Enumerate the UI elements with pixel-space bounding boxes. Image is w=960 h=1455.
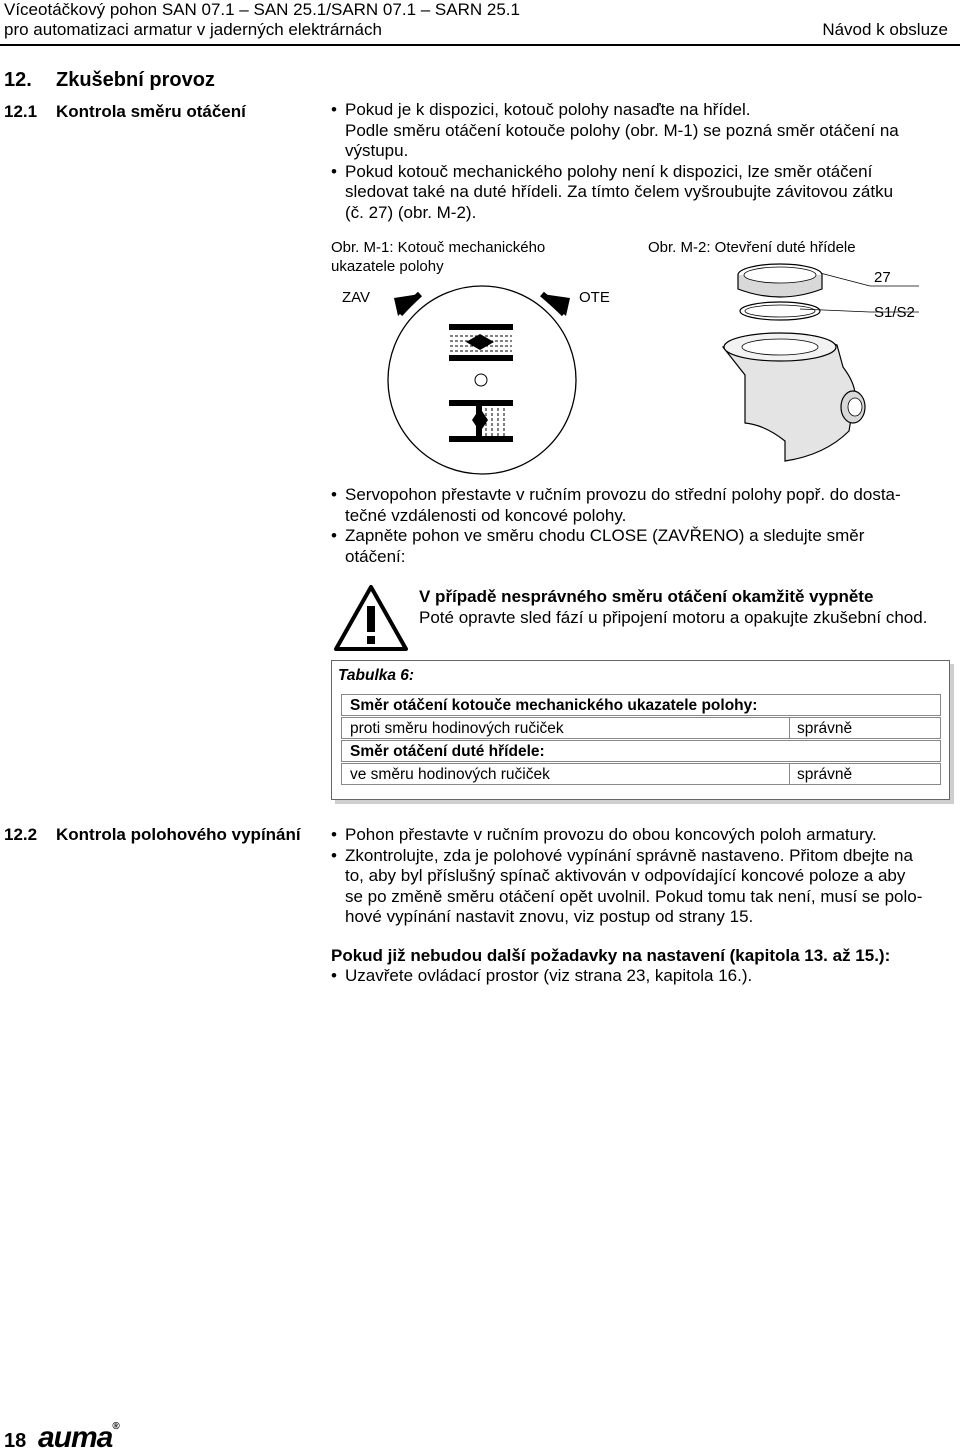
list-item: • Pohon přestavte v ručním provozu do obou koncových poloh armatury. <box>331 825 956 846</box>
hollow-shaft-figure <box>705 255 925 465</box>
figure-label-27: 27 <box>874 269 891 286</box>
header-title-line2: pro automatizaci armatur v jaderných elektrárnách <box>4 20 382 39</box>
figure-caption: Obr. M-1: Kotouč mechanického ukazatele polohy <box>331 239 546 275</box>
table-caption: Tabulka 6: <box>338 667 415 684</box>
warning-title: V případě nesprávného směru otáčení okamžitě vypněte <box>419 587 874 606</box>
note-bold: Pokud již nebudou další požadavky na nastavení (kapitola 13. až 15.): <box>331 946 891 965</box>
table-box <box>331 660 950 800</box>
header-title-line1: Víceotáčkový pohon SAN 07.1 – SAN 25.1/SARN 07.1 – SARN 25.1 <box>4 0 520 19</box>
figure-label-zav: ZAV <box>342 289 371 306</box>
section-title: Kontrola polohového vypínání <box>56 825 301 844</box>
warning-text: Poté opravte sled fází u připojení motoru a opakujte zkušební chod. <box>419 608 928 627</box>
warning-icon <box>333 584 409 652</box>
section-title: Kontrola směru otáčení <box>56 102 246 121</box>
page-number: 18 <box>4 1430 27 1452</box>
figure-label-s1s2: S1/S2 <box>874 304 915 321</box>
auma-logo: auma® <box>38 1421 119 1454</box>
table-heading-row: Směr otáčení duté hřídele: <box>341 740 941 762</box>
position-indicator-disc-figure <box>380 280 590 476</box>
figure-label-ote: OTE <box>579 289 610 306</box>
list-item: • Pokud je k dispozici, kotouč polohy nasaďte na hřídel. Podle směru otáčení kotouče polohy (obr. M-1) se pozná směr otáčení na výstupu. <box>331 100 951 162</box>
section-number: 12.1 <box>4 102 38 121</box>
header-doc-type: Návod k obsluze <box>822 20 948 39</box>
section-number: 12.2 <box>4 825 38 844</box>
list-item: • Zkontrolujte, zda je polohové vypínání správně nastaveno. Přitom dbejte na to, aby byl příslušný spínač aktivován v odpovídající koncové poloze a aby se po změně směru otáčení opět uvolnil. Pokud tomu tak není, musí se polo- hové vypínání nastavit znovu, viz postup od strany 15. <box>331 846 956 928</box>
list-item: • Pokud kotouč mechanického polohy není k dispozici, lze směr otáčení sledovat také na duté hřídeli. Za tímto čelem vyšroubujte závitovou zátku (č. 27) (obr. M-2). <box>331 162 951 224</box>
table-row: ve směru hodinových ručiček správně <box>341 763 941 785</box>
chapter-title: Zkušební provoz <box>56 69 215 91</box>
chapter-number: 12. <box>4 69 32 91</box>
bullet-list <box>331 825 956 928</box>
list-item: • Zapněte pohon ve směru chodu CLOSE (ZAVŘENO) a sledujte směr otáčení: <box>331 526 951 567</box>
bullet-list <box>331 100 951 223</box>
table-heading-row: Směr otáčení kotouče mechanického ukazatele polohy: <box>341 694 941 716</box>
bullet-list <box>331 485 951 567</box>
list-item: • Uzavřete ovládací prostor (viz strana 23, kapitola 16.). <box>331 966 951 987</box>
figure-caption: Obr. M-2: Otevření duté hřídele <box>648 239 856 256</box>
bullet-list <box>331 966 951 987</box>
list-item: • Servopohon přestavte v ručním provozu do střední polohy popř. do dosta- tečné vzdálenosti od koncové polohy. <box>331 485 951 526</box>
table-row: proti směru hodinových ručiček správně <box>341 717 941 739</box>
header-rule <box>0 44 960 46</box>
